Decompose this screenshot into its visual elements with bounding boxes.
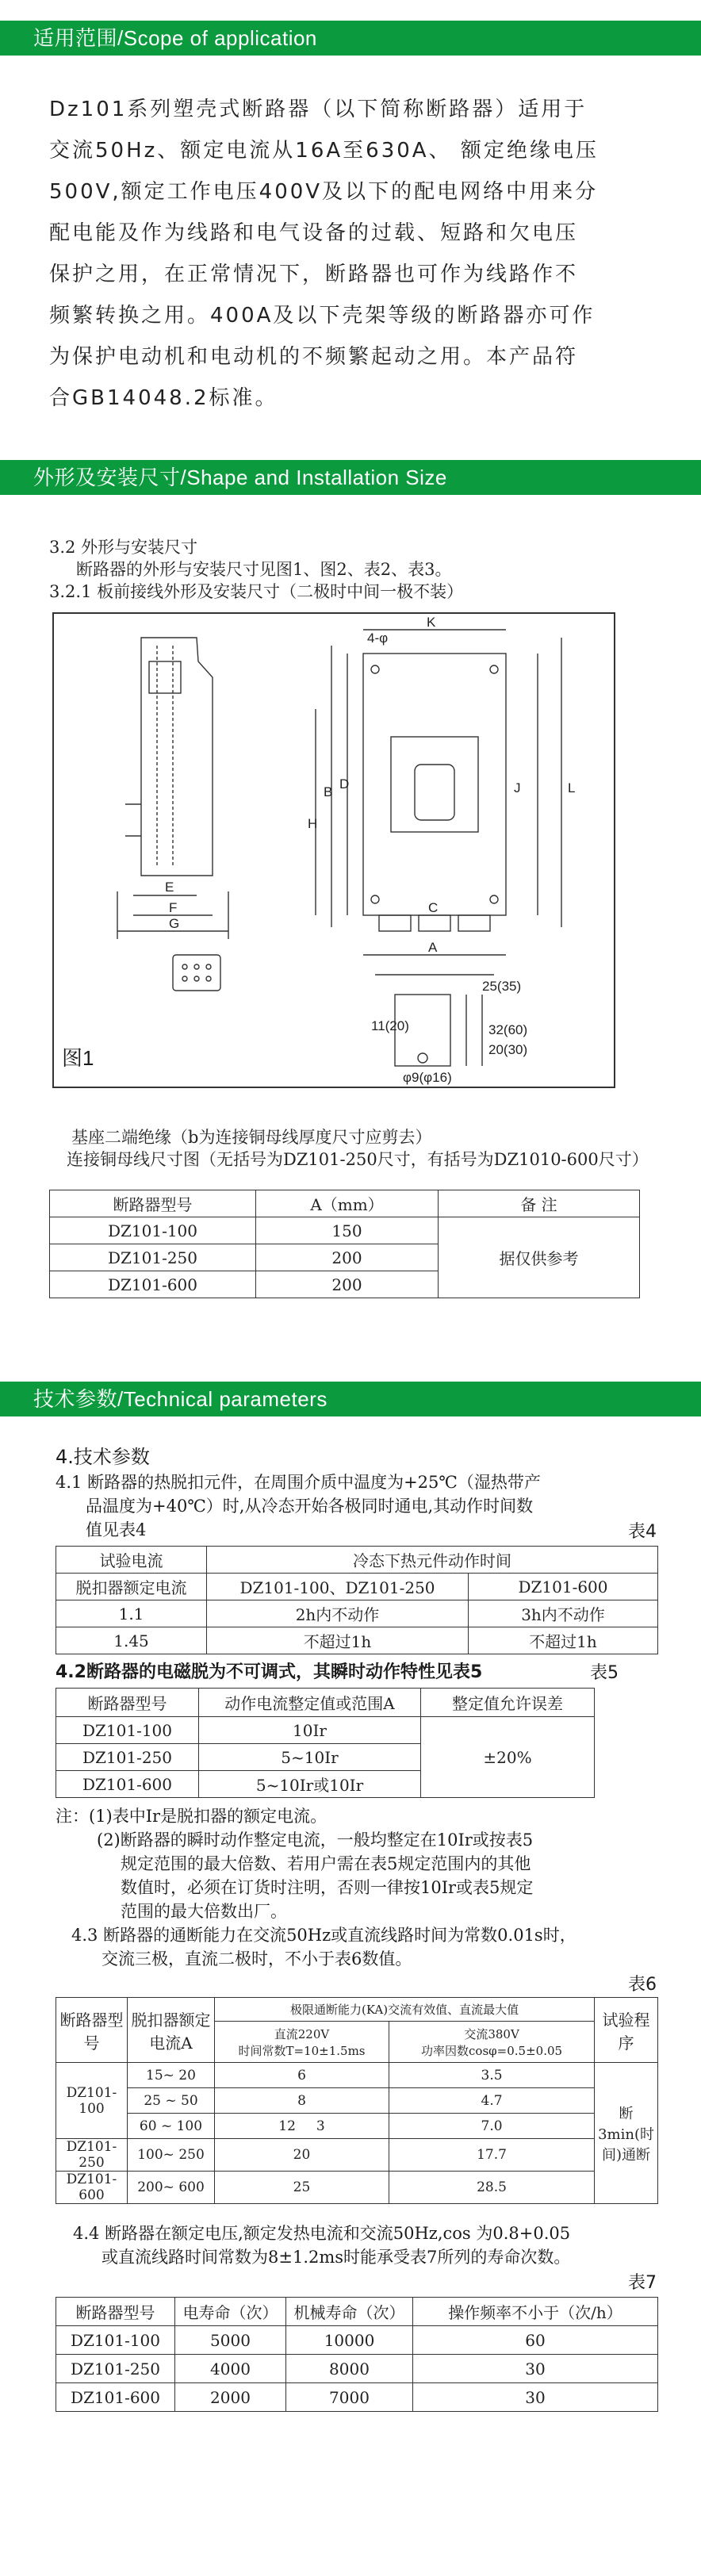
- drawing-notes: [67, 1126, 674, 1171]
- tech-heading: 4.技术参数: [56, 1446, 150, 1468]
- size-cell: 200: [256, 1244, 439, 1271]
- terminal-block: [173, 955, 220, 991]
- intro-line: 保护之用，在正常情况下，断路器也可作为线路作不: [49, 263, 579, 286]
- side-view-handle: [149, 661, 181, 693]
- shape-line: 3.2.1 板前接线外形及安装尺寸（二极时中间一极不装）: [49, 582, 464, 601]
- t6-header: 极限通断能力(KA)交流有效值、直流最大值: [215, 1998, 595, 2022]
- note-line: (2)断路器的瞬时动作整定电流，一般均整定在10Ir或按表5: [97, 1830, 534, 1850]
- dim-H: H: [308, 816, 318, 831]
- table-caption: 表5: [590, 1663, 619, 1683]
- table-caption: 表7: [628, 2273, 657, 2293]
- dim-D: D: [339, 776, 350, 792]
- dim-25: 25(35): [482, 979, 522, 994]
- t7-cell: 60: [413, 2326, 658, 2355]
- t6-dc: 直流220V: [274, 2026, 330, 2041]
- t4-header: DZ101-100、DZ101-250: [207, 1574, 469, 1600]
- tech-notes: [56, 1804, 666, 1923]
- t7-cell: 8000: [286, 2355, 413, 2383]
- t7-cell: 2000: [175, 2383, 286, 2412]
- t6-cell: 17.7: [389, 2139, 595, 2172]
- dim-A: A: [428, 940, 438, 955]
- side-view-body: [141, 638, 213, 876]
- shape-intro: [49, 536, 668, 603]
- t7-cell: 7000: [286, 2383, 413, 2412]
- dim-11: 11(20): [371, 1018, 409, 1033]
- front-dim-lines: [316, 630, 561, 975]
- intro-line: 为保护电动机和电动机的不频繁起动之用。本产品符: [49, 345, 579, 369]
- intro-line: 合GB14048.2标准。: [49, 386, 278, 410]
- tech-para: 4.1 断路器的热脱扣元件，在周围介质中温度为+25℃（湿热带产: [56, 1473, 541, 1492]
- note-line: 注：(1)表中Ir是脱扣器的额定电流。: [56, 1807, 328, 1826]
- table-caption: 表6: [628, 1975, 657, 1995]
- dim-C: C: [428, 900, 439, 915]
- t6-cell: 4.7: [389, 2088, 595, 2114]
- dim-B: B: [324, 784, 333, 799]
- t6-cell: 8: [215, 2088, 389, 2114]
- tech-content: [56, 1443, 666, 2412]
- t7-cell: DZ101-100: [56, 2326, 175, 2355]
- dim-32: 32(60): [488, 1022, 528, 1037]
- dim-F: F: [169, 900, 178, 915]
- t7-cell: 10000: [286, 2326, 413, 2355]
- size-cell: DZ101-600: [50, 1271, 256, 1298]
- t7-header: 断路器型号: [56, 2298, 175, 2326]
- size-cell: DZ101-100: [50, 1217, 256, 1244]
- t6-value: 12: [278, 2118, 296, 2134]
- size-header: 断路器型号: [50, 1190, 256, 1217]
- t5-header: 断路器型号: [56, 1689, 199, 1717]
- t7-cell: 30: [413, 2383, 658, 2412]
- t7-cell: 30: [413, 2355, 658, 2383]
- front-view-cover: [391, 737, 478, 832]
- t7-cell: DZ101-250: [56, 2355, 175, 2383]
- note-line: 连接铜母线尺寸图（无括号为DZ101-250尺寸，有括号为DZ1010-600尺寸）: [67, 1150, 649, 1169]
- tech-para: 4.3 断路器的通断能力在交流50Hz或直流线路时间为常数0.01s时，: [71, 1926, 577, 1945]
- t5-cell: 5~10Ir: [199, 1744, 421, 1771]
- t6-cell: 20: [215, 2139, 389, 2172]
- t7-header: 操作频率不小于（次/h）: [413, 2298, 658, 2326]
- t6-cell: 28.5: [389, 2172, 595, 2204]
- size-cell: 150: [256, 1217, 439, 1244]
- t6-cell: DZ101-250: [56, 2139, 128, 2172]
- dim-20: 20(30): [488, 1042, 528, 1057]
- table-6: [56, 1997, 658, 2204]
- size-table: [49, 1190, 640, 1298]
- t6-cell: 60 ~ 100: [128, 2114, 215, 2139]
- t4-cell: 不超过1h: [207, 1627, 469, 1654]
- side-view-hidden: [157, 646, 173, 868]
- note-line: 范围的最大倍数出厂。: [121, 1902, 287, 1921]
- t6-cell: 6: [215, 2063, 389, 2088]
- t5-cell: DZ101-250: [56, 1744, 199, 1771]
- intro-line: 交流50Hz、额定电流从16A至630A、 额定绝缘电压: [49, 139, 599, 163]
- section-title-tech: 技术参数/Technical parameters: [0, 1382, 701, 1416]
- t6-cell: 15~ 20: [128, 2063, 215, 2088]
- t6-ac: 交流380V: [464, 2026, 519, 2041]
- front-view-handle: [415, 765, 454, 820]
- t7-cell: DZ101-600: [56, 2383, 175, 2412]
- t4-header: 试验电流: [56, 1547, 207, 1574]
- t6-header: 脱扣器额定电流A: [128, 1998, 215, 2063]
- table-4: [56, 1546, 658, 1654]
- section-title-scope: 适用范围/Scope of application: [0, 21, 701, 56]
- t6-dc-sub: 时间常数T=10±1.5ms: [238, 2043, 366, 2058]
- t5-header: 整定值允许误差: [421, 1689, 595, 1717]
- intro-line: Dz101系列塑壳式断路器（以下简称断路器）适用于: [49, 98, 588, 121]
- t4-cell: 1.45: [56, 1627, 207, 1654]
- intro-paragraph: [49, 89, 660, 419]
- note-line: 数值时，必须在订货时注明，否则一律按10Ir或表5规定: [121, 1878, 534, 1897]
- t6-cell: 100~ 250: [128, 2139, 215, 2172]
- t7-header: 机械寿命（次）: [286, 2298, 413, 2326]
- t7-cell: 5000: [175, 2326, 286, 2355]
- dim-phi: φ9(φ16): [403, 1070, 452, 1085]
- note-line: 基座二端绝缘（b为连接铜母线厚度尺寸应剪去）: [71, 1128, 432, 1147]
- t6-cell: 25 ~ 50: [128, 2088, 215, 2114]
- tech-para: 品温度为+40℃）时,从冷态开始各极同时通电,其动作时间数: [86, 1497, 534, 1516]
- tech-para: 交流三极，直流二极时，不小于表6数值。: [102, 1949, 412, 1968]
- t5-cell: DZ101-100: [56, 1717, 199, 1744]
- drawing-svg: [54, 614, 614, 1087]
- t6-header: 断路器型号: [56, 1998, 128, 2063]
- dim-hole: 4-φ: [367, 631, 389, 646]
- t6-cell: [215, 2114, 389, 2139]
- size-cell: DZ101-250: [50, 1244, 256, 1271]
- size-header: 备 注: [439, 1190, 640, 1217]
- intro-line: 频繁转换之用。400A及以下壳架等级的断路器亦可作: [49, 304, 596, 328]
- t6-header: 试验程序: [595, 1998, 658, 2063]
- shape-heading: 3.2 外形与安装尺寸: [49, 538, 198, 557]
- t6-header-ac: [389, 2022, 595, 2063]
- dim-G: G: [169, 916, 180, 931]
- t6-cell: 25: [215, 2172, 389, 2204]
- t4-header: DZ101-600: [469, 1574, 658, 1600]
- dim-K: K: [427, 615, 436, 630]
- t4-header: 脱扣器额定电流: [56, 1574, 207, 1600]
- intro-line: 配电能及作为线路和电气设备的过载、短路和欠电压: [49, 221, 579, 245]
- t6-ac-sub: 功率因数cosφ=0.5±0.05: [421, 2043, 563, 2058]
- section-title-shape: 外形及安装尺寸/Shape and Installation Size: [0, 460, 701, 495]
- t5-cell: 5~10Ir或10Ir: [199, 1771, 421, 1798]
- table-5: [56, 1688, 595, 1798]
- tech-para: 值见表4: [86, 1520, 147, 1539]
- size-cell: 200: [256, 1271, 439, 1298]
- t6-proc: 断3min(时间)通断: [595, 2063, 658, 2204]
- t6-cell: DZ101-100: [56, 2063, 128, 2139]
- t5-cell: 10Ir: [199, 1717, 421, 1744]
- intro-line: 500V,额定工作电压400V及以下的配电网络中用来分: [49, 180, 599, 204]
- t4-header: 冷态下热元件动作时间: [207, 1547, 658, 1574]
- t5-tolerance: ±20%: [421, 1717, 595, 1798]
- note-line: 规定范围的最大倍数、若用户需在表5规定范围内的其他: [121, 1854, 531, 1873]
- t7-header: 电寿命（次）: [175, 2298, 286, 2326]
- size-remark: 据仅供参考: [439, 1217, 640, 1298]
- tech-para: 4.4 断路器在额定电压,额定发热电流和交流50Hz,cos 为0.8+0.05: [73, 2224, 571, 2243]
- figure-label: 图1: [62, 1046, 94, 1070]
- t6-header-dc: [215, 2022, 389, 2063]
- dim-E: E: [165, 880, 174, 895]
- tech-para: 4.2断路器的电磁脱为不可调式，其瞬时动作特性见表5: [56, 1662, 483, 1682]
- t6-cell: 200~ 600: [128, 2172, 215, 2204]
- t5-cell: DZ101-600: [56, 1771, 199, 1798]
- table-7: [56, 2297, 658, 2412]
- t6-cell: 3.5: [389, 2063, 595, 2088]
- installation-drawing: [52, 612, 615, 1088]
- dim-J: J: [514, 780, 521, 795]
- t7-cell: 4000: [175, 2355, 286, 2383]
- dim-L: L: [568, 780, 576, 795]
- t5-header: 动作电流整定值或范围A: [199, 1689, 421, 1717]
- t4-cell: 不超过1h: [469, 1627, 658, 1654]
- side-terminal: [125, 804, 141, 836]
- t4-cell: 1.1: [56, 1600, 207, 1627]
- front-view-body: [363, 654, 506, 915]
- t6-cell: 7.0: [389, 2114, 595, 2139]
- t4-cell: 3h内不动作: [469, 1600, 658, 1627]
- table-caption: 表4: [628, 1522, 657, 1542]
- t4-cell: 2h内不动作: [207, 1600, 469, 1627]
- tech-para: 或直流线路时间常数为8±1.2ms时能承受表7所列的寿命次数。: [102, 2248, 571, 2267]
- t6-mark: 3: [316, 2118, 325, 2134]
- t6-cell: DZ101-600: [56, 2172, 128, 2204]
- shape-line: 断路器的外形与安装尺寸见图1、图2、表2、表3。: [76, 560, 452, 579]
- size-header: A（mm）: [256, 1190, 439, 1217]
